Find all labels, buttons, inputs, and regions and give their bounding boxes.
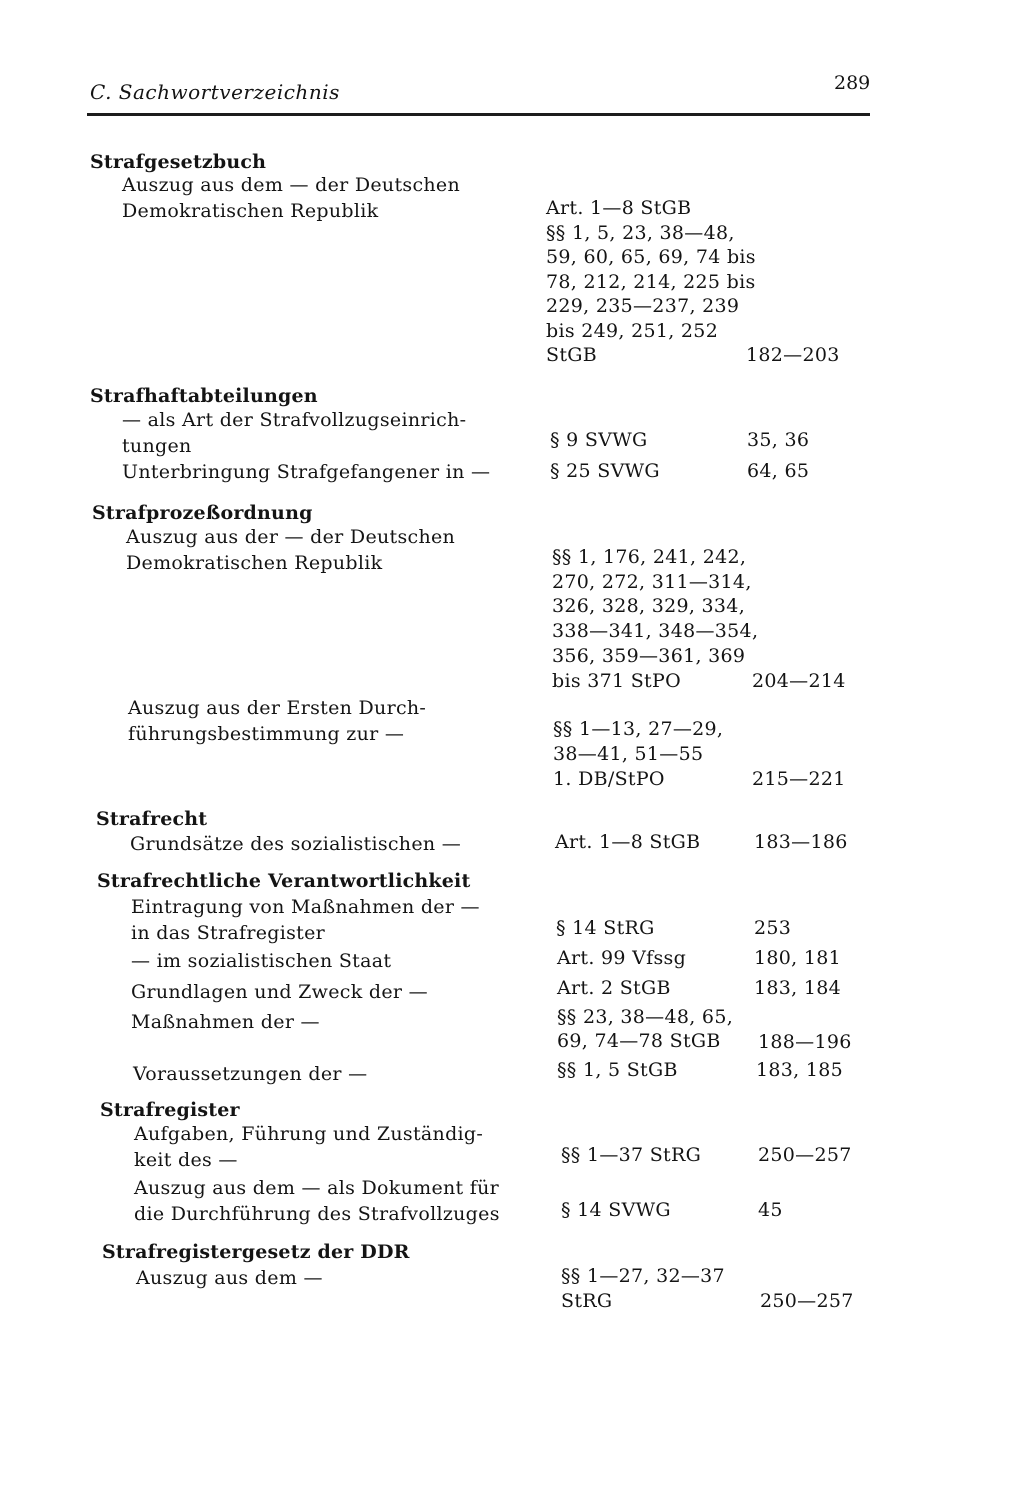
- legal-reference: 229, 235—237, 239: [546, 295, 740, 317]
- legal-reference: § 14 StRG: [556, 917, 655, 939]
- header-rule: [87, 113, 870, 116]
- entry-description: Auszug aus der Ersten Durch-: [128, 697, 427, 719]
- page-reference: 215—221: [752, 768, 846, 790]
- legal-reference: bis 371 StPO: [552, 669, 681, 692]
- legal-reference: §§ 1, 5 StGB: [557, 1059, 678, 1081]
- legal-reference: Art. 1—8 StGB: [546, 197, 692, 219]
- entry-description: in das Strafregister: [131, 921, 326, 944]
- page-reference: 250—257: [758, 1144, 852, 1166]
- page-reference: 183, 184: [754, 977, 842, 999]
- entry-description: tungen: [122, 434, 192, 457]
- legal-reference: §§ 1, 176, 241, 242,: [552, 546, 747, 568]
- legal-reference: §§ 1—27, 32—37: [561, 1265, 725, 1287]
- entry-heading: Strafregistergesetz der DDR: [102, 1241, 410, 1263]
- legal-reference: §§ 23, 38—48, 65,: [557, 1006, 734, 1028]
- legal-reference: 356, 359—361, 369: [552, 644, 746, 667]
- legal-reference: §§ 1, 5, 23, 38—48,: [546, 221, 735, 244]
- entry-description: Aufgaben, Führung und Zuständig-: [134, 1123, 484, 1145]
- page-reference: 64, 65: [747, 460, 810, 482]
- entry-description: Voraussetzungen der —: [133, 1063, 368, 1085]
- legal-reference: 59, 60, 65, 69, 74 bis: [546, 246, 756, 268]
- page-reference: 35, 36: [747, 429, 810, 451]
- legal-reference: 78, 212, 214, 225 bis: [546, 270, 756, 293]
- legal-reference: 1. DB/StPO: [553, 768, 665, 790]
- entry-description: Demokratischen Republik: [126, 551, 383, 574]
- page-reference: 183, 185: [756, 1059, 844, 1081]
- legal-reference: 38—41, 51—55: [553, 743, 704, 765]
- page-reference: 253: [754, 917, 792, 939]
- page-reference: 180, 181: [754, 947, 842, 969]
- entry-description: die Durchführung des Strafvollzuges: [134, 1202, 500, 1225]
- entry-heading: Strafregister: [100, 1099, 240, 1121]
- legal-reference: 326, 328, 329, 334,: [552, 595, 746, 618]
- entry-description: keit des —: [134, 1148, 238, 1171]
- legal-reference: § 25 SVWG: [550, 460, 660, 482]
- entry-heading: Strafrecht: [96, 808, 208, 830]
- section-title: C. Sachwortverzeichnis: [90, 80, 340, 104]
- entry-description: Auszug aus dem —: [136, 1267, 323, 1289]
- entry-description: Auszug aus dem — als Dokument für: [134, 1177, 500, 1199]
- legal-reference: 270, 272, 311—314,: [552, 570, 752, 593]
- legal-reference: Art. 99 Vfssg: [557, 947, 687, 969]
- entry-description: — als Art der Strafvollzugseinrich-: [122, 409, 467, 431]
- entry-description: Auszug aus dem — der Deutschen: [122, 174, 461, 196]
- legal-reference: §§ 1—13, 27—29,: [553, 718, 724, 740]
- legal-reference: 338—341, 348—354,: [552, 620, 759, 643]
- legal-reference: § 9 SVWG: [550, 429, 648, 451]
- entry-description: Unterbringung Strafgefangener in —: [122, 461, 491, 483]
- page-number: 289: [834, 72, 871, 94]
- entry-description: Grundlagen und Zweck der —: [131, 981, 428, 1003]
- legal-reference: StRG: [561, 1290, 613, 1312]
- legal-reference: 69, 74—78 StGB: [557, 1030, 721, 1052]
- legal-reference: Art. 1—8 StGB: [555, 831, 701, 853]
- page-reference: 182—203: [746, 344, 840, 366]
- legal-reference: StGB: [546, 344, 597, 366]
- entry-heading: Strafhaftabteilungen: [90, 385, 318, 407]
- page-reference: 250—257: [760, 1290, 854, 1312]
- entry-description: — im sozialistischen Staat: [131, 950, 392, 972]
- page-reference: 183—186: [754, 831, 848, 853]
- entry-heading: Strafprozeßordnung: [92, 502, 313, 524]
- entry-heading: Strafrechtliche Verantwortlichkeit: [97, 870, 471, 892]
- legal-reference: §§ 1—37 StRG: [561, 1144, 702, 1166]
- entry-description: Maßnahmen der —: [131, 1011, 320, 1033]
- page-reference: 45: [758, 1199, 783, 1221]
- entry-description: Grundsätze des sozialistischen —: [130, 833, 462, 855]
- entry-heading: Strafgesetzbuch: [90, 151, 267, 173]
- entry-description: Demokratischen Republik: [122, 199, 379, 222]
- legal-reference: Art. 2 StGB: [557, 977, 671, 999]
- entry-description: Auszug aus der — der Deutschen: [126, 526, 456, 548]
- page-reference: 204—214: [752, 669, 846, 692]
- entry-description: führungsbestimmung zur —: [128, 722, 405, 745]
- page-reference: 188—196: [758, 1031, 852, 1053]
- legal-reference: bis 249, 251, 252: [546, 319, 719, 342]
- legal-reference: § 14 SVWG: [561, 1199, 671, 1221]
- entry-description: Eintragung von Maßnahmen der —: [131, 896, 480, 918]
